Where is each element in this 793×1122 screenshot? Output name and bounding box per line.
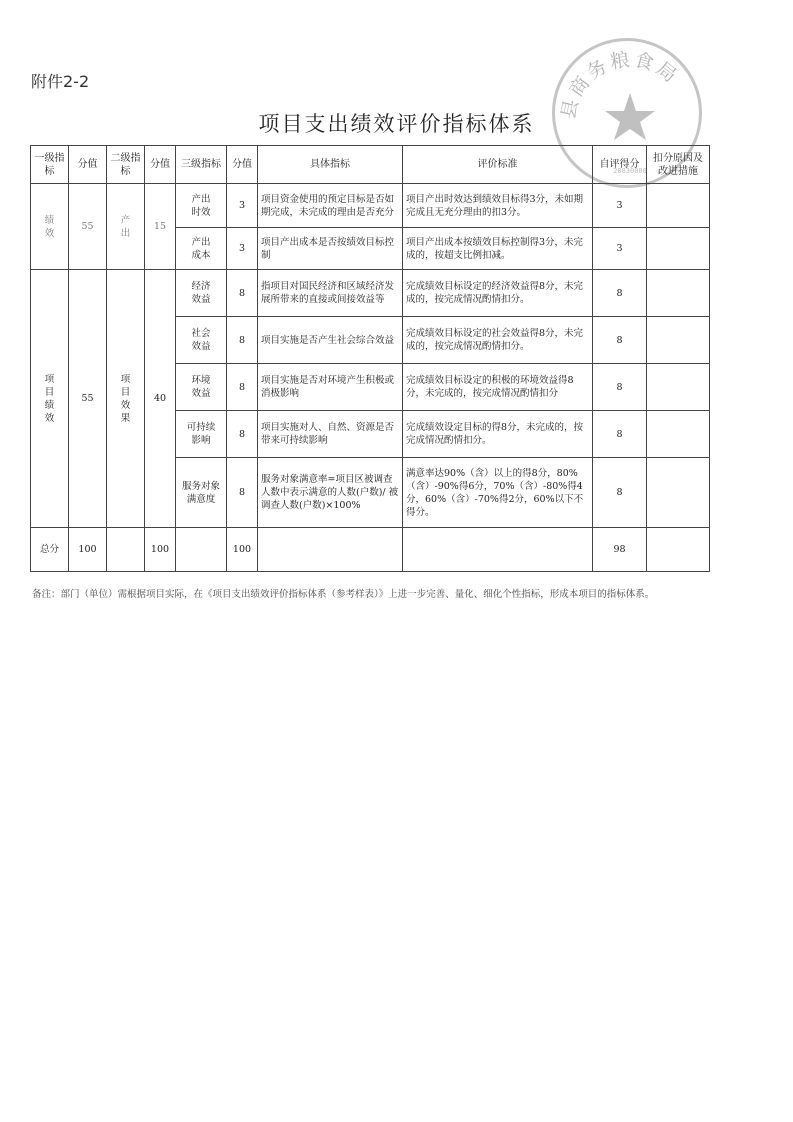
page-title: 项目支出绩效评价指标体系 [258, 112, 535, 136]
self-score-cell: 3 [593, 228, 647, 270]
svg-text:20830080: 20830080 [613, 167, 647, 175]
indicator-cell: 项目实施是否产生社会综合效益 [258, 317, 403, 364]
header-score1: 分值 [69, 146, 107, 184]
level3-cell: 产出时效 [176, 184, 227, 228]
total-label: 总分 [31, 528, 69, 572]
level3-cell: 产出成本 [176, 228, 227, 270]
level1-cell: 绩效 [31, 184, 69, 270]
header-row [31, 146, 710, 184]
header-indicator: 具体指标 [258, 146, 403, 184]
indicator-cell: 项目实施对人、自然、资源是否带来可持续影响 [258, 411, 403, 458]
header-standard: 评价标准 [403, 146, 593, 184]
score2-cell: 15 [145, 184, 176, 270]
attachment-label: 附件2-2 [31, 72, 90, 91]
level3-cell: 社会效益 [176, 317, 227, 364]
score3-cell: 8 [227, 458, 258, 528]
total-row [31, 528, 710, 572]
header-level3: 三级指标 [176, 146, 227, 184]
self-score-cell: 8 [593, 411, 647, 458]
header-level2: 二级指标 [107, 146, 145, 184]
standard-cell: 项目产出成本按绩效目标控制得3分，未完成的，按超支比例扣减。 [403, 228, 593, 270]
total-blank [403, 528, 593, 572]
level3-cell: 环境效益 [176, 364, 227, 411]
total-blank [647, 528, 710, 572]
level2-cell: 项目效果 [107, 270, 145, 528]
self-score-cell: 3 [593, 184, 647, 228]
reason-cell [647, 364, 710, 411]
standard-cell: 完成绩效设定目标的得8分，未完成的，按完成情况酌情扣分。 [403, 411, 593, 458]
score3-cell: 8 [227, 411, 258, 458]
reason-cell [647, 270, 710, 317]
standard-cell: 完成绩效目标设定的经济效益得8分，未完成的，按完成情况酌情扣分。 [403, 270, 593, 317]
total-blank [258, 528, 403, 572]
reason-cell [647, 458, 710, 528]
total-self-score: 98 [593, 528, 647, 572]
standard-cell: 完成绩效目标设定的社会效益得8分，未完成的，按完成情况酌情扣分。 [403, 317, 593, 364]
reason-cell [647, 228, 710, 270]
score1-cell: 55 [69, 184, 107, 270]
total-blank [107, 528, 145, 572]
indicator-cell: 服务对象满意率=项目区被调查人数中表示满意的人数(户数)/ 被调查人数(户数)×100% [258, 458, 403, 528]
standard-cell: 满意率达90%（含）以上的得8分，80%（含）-90%得6分，70%（含）-80%得4分，60%（含）-70%得2分，60%以下不得分。 [403, 458, 593, 528]
score3-cell: 8 [227, 364, 258, 411]
score3-cell: 8 [227, 317, 258, 364]
header-level1: 一级指标 [31, 146, 69, 184]
header-score2: 分值 [145, 146, 176, 184]
reason-cell [647, 317, 710, 364]
svg-text:县商务粮食局: 县商务粮食局 [557, 48, 683, 121]
level3-cell: 经济效益 [176, 270, 227, 317]
reason-cell [647, 411, 710, 458]
self-score-cell: 8 [593, 458, 647, 528]
table-row [31, 270, 710, 317]
self-score-cell: 8 [593, 364, 647, 411]
total-score3: 100 [227, 528, 258, 572]
level3-cell: 服务对象满意度 [176, 458, 227, 528]
indicator-cell: 项目产出成本是否按绩效目标控制 [258, 228, 403, 270]
indicator-table [30, 145, 710, 572]
self-score-cell: 8 [593, 317, 647, 364]
standard-cell: 完成绩效目标设定的积极的环境效益得8分，未完成的，按完成情况酌情扣分 [403, 364, 593, 411]
footnote: 备注：部门（单位）需根据项目实际，在《项目支出绩效评价指标体系（参考样表）》上进一步完善、量化、细化个性指标，形成本项目的指标体系。 [32, 589, 655, 600]
level3-cell: 可持续影响 [176, 411, 227, 458]
score1-cell: 55 [69, 270, 107, 528]
table-row [31, 184, 710, 228]
level1-cell: 项目绩效 [31, 270, 69, 528]
score3-cell: 8 [227, 270, 258, 317]
header-self-score: 自评得分 [593, 146, 647, 184]
reason-cell [647, 184, 710, 228]
score3-cell: 3 [227, 228, 258, 270]
indicator-cell: 项目资金使用的预定目标是否如期完成，未完成的理由是否充分 [258, 184, 403, 228]
indicator-cell: 指项目对国民经济和区域经济发展所带来的直接或间接效益等 [258, 270, 403, 317]
level2-cell: 产出 [107, 184, 145, 270]
score3-cell: 3 [227, 184, 258, 228]
standard-cell: 项目产出时效达到绩效目标得3分，未如期完成且无充分理由的扣3分。 [403, 184, 593, 228]
total-score2: 100 [145, 528, 176, 572]
self-score-cell: 8 [593, 270, 647, 317]
header-reason: 扣分原因及改进措施 [647, 146, 710, 184]
score2-cell: 40 [145, 270, 176, 528]
header-score3: 分值 [227, 146, 258, 184]
total-score1: 100 [69, 528, 107, 572]
total-blank [176, 528, 227, 572]
indicator-cell: 项目实施是否对环境产生积极或消极影响 [258, 364, 403, 411]
